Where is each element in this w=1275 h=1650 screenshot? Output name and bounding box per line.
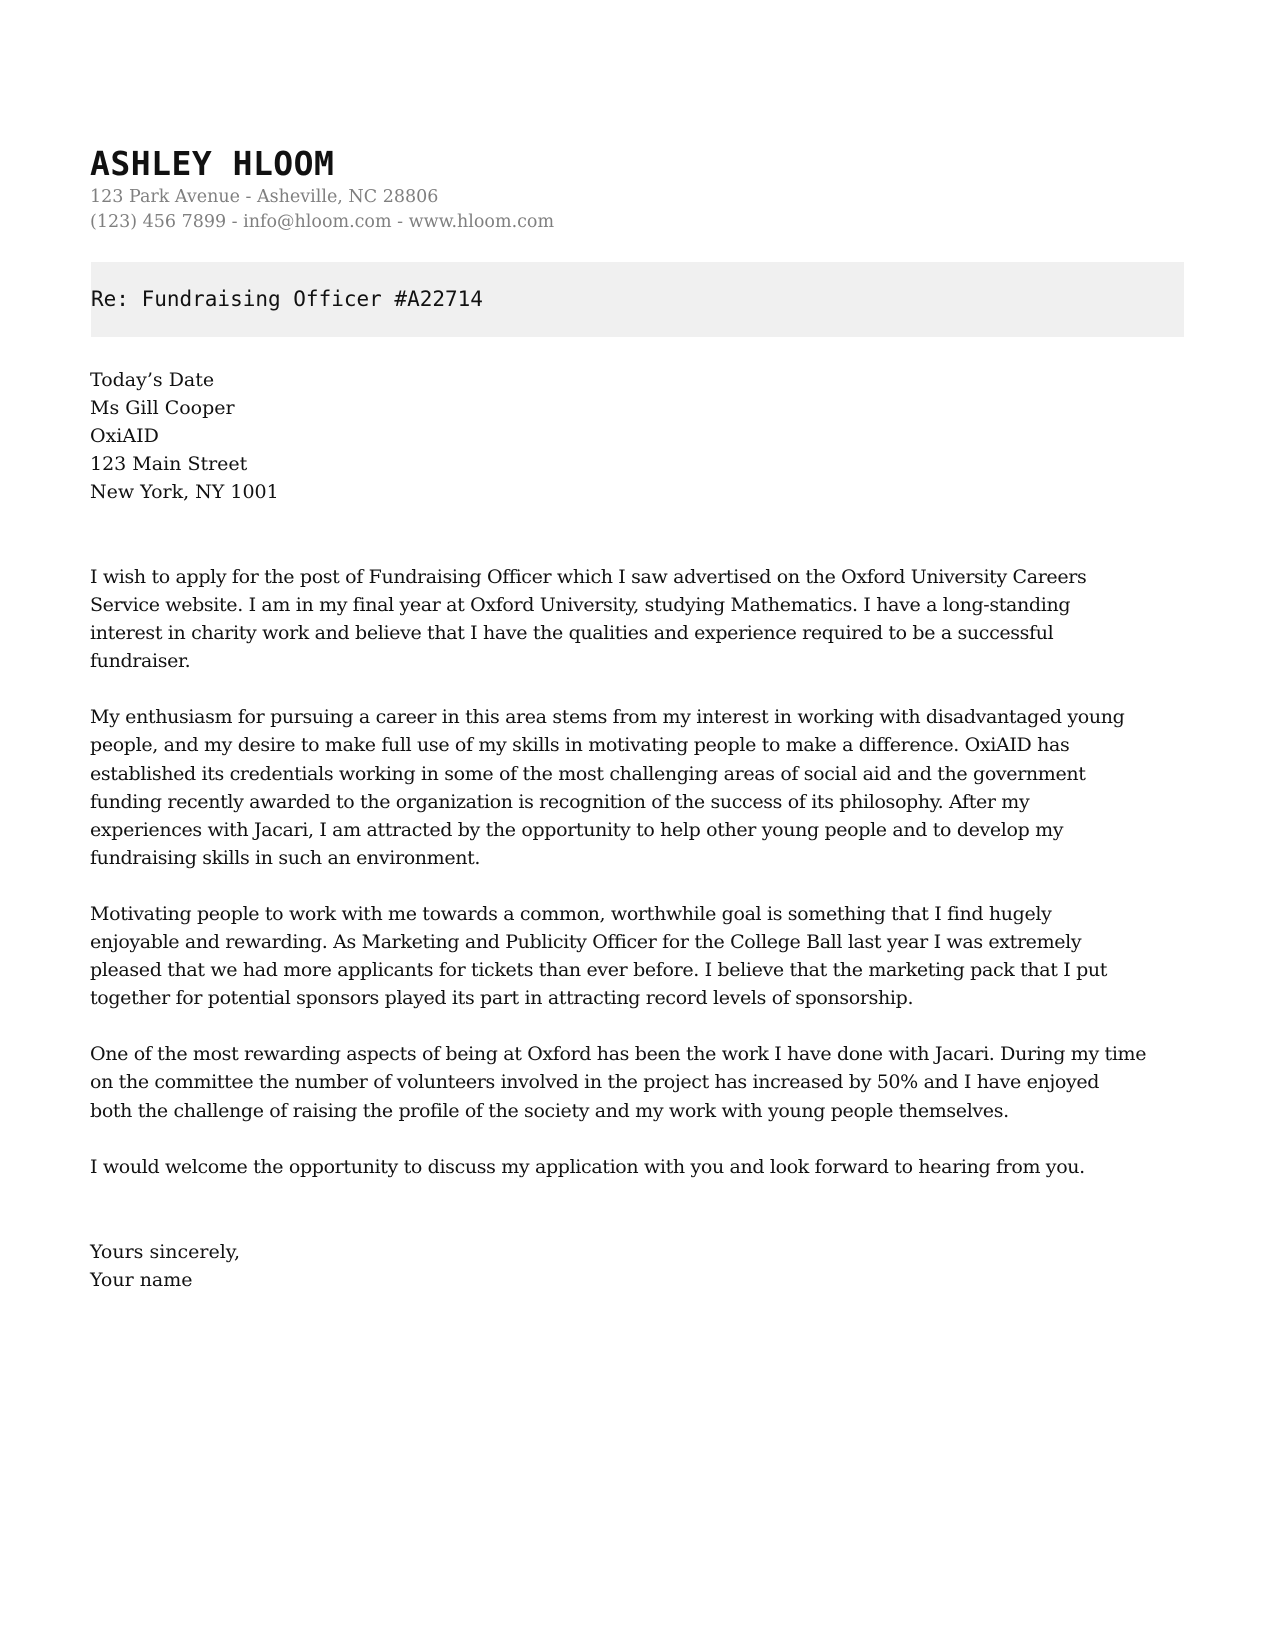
recipient-organization: OxiAID (90, 425, 159, 447)
sender-contact-block (90, 185, 554, 235)
text-line: together for potential sponsors played its part in attracting record levels of sponsorship. (90, 987, 914, 1010)
closing-block (90, 1238, 240, 1294)
body-paragraph-4 (90, 1040, 1190, 1124)
body-paragraph-1 (90, 563, 1190, 675)
recipient-block (90, 366, 279, 506)
signature-name: Your name (90, 1269, 193, 1291)
text-line: fundraising skills in such an environment. (90, 846, 481, 869)
sender-name: ASHLEY HLOOM (90, 144, 335, 183)
sender-contact-details: (123) 456 7899 - info@hloom.com - www.hloom.com (90, 212, 555, 232)
text-line: One of the most rewarding aspects of being at Oxford has been the work I have done with Jacari. During my time (90, 1043, 1147, 1066)
letter-body (90, 563, 1190, 1209)
body-paragraph-5 (90, 1153, 1190, 1181)
text-line: both the challenge of raising the profile of the society and my work with young people themselves. (90, 1099, 1009, 1122)
recipient-city: New York, NY 1001 (90, 481, 279, 503)
sender-address: 123 Park Avenue - Asheville, NC 28806 (90, 187, 439, 207)
text-line: interest in charity work and believe that I have the qualities and experience required to be a successful (90, 622, 1054, 645)
subject-line: Re: Fundraising Officer #A22714 (91, 287, 483, 311)
text-line: on the committee the number of volunteers involved in the project has increased by 50% and I have enjoyed (90, 1071, 1100, 1094)
text-line: pleased that we had more applicants for tickets than ever before. I believe that the marketing pack that I put (90, 959, 1108, 982)
text-line: My enthusiasm for pursuing a career in this area stems from my interest in working with disadvantaged young (90, 706, 1125, 729)
recipient-name: Ms Gill Cooper (90, 397, 235, 419)
text-line: I would welcome the opportunity to discuss my application with you and look forward to hearing from you. (90, 1155, 1085, 1178)
body-paragraph-3 (90, 900, 1190, 1012)
text-line: Service website. I am in my final year at Oxford University, studying Mathematics. I have a long-standing (90, 594, 1071, 617)
text-line: enjoyable and rewarding. As Marketing and Publicity Officer for the College Ball last year I was extremely (90, 931, 1082, 954)
text-line: funding recently awarded to the organization is recognition of the success of its philosophy. After my (90, 790, 1030, 813)
recipient-street: 123 Main Street (90, 453, 248, 475)
text-line: people, and my desire to make full use of my skills in motivating people to make a difference. OxiAID has (90, 734, 1070, 757)
body-paragraph-2 (90, 703, 1190, 872)
text-line: established its credentials working in some of the most challenging areas of social aid and the government (90, 762, 1086, 785)
letter-date: Today’s Date (90, 369, 215, 391)
subject-banner (91, 262, 1184, 337)
text-line: experiences with Jacari, I am attracted by the opportunity to help other young people and to develop my (90, 818, 1064, 841)
text-line: Motivating people to work with me towards a common, worthwhile goal is something that I find hugely (90, 902, 1052, 925)
text-line: fundraiser. (90, 650, 191, 673)
text-line: I wish to apply for the post of Fundraising Officer which I saw advertised on the Oxford University Careers (90, 566, 1087, 588)
closing-salutation: Yours sincerely, (90, 1241, 241, 1263)
